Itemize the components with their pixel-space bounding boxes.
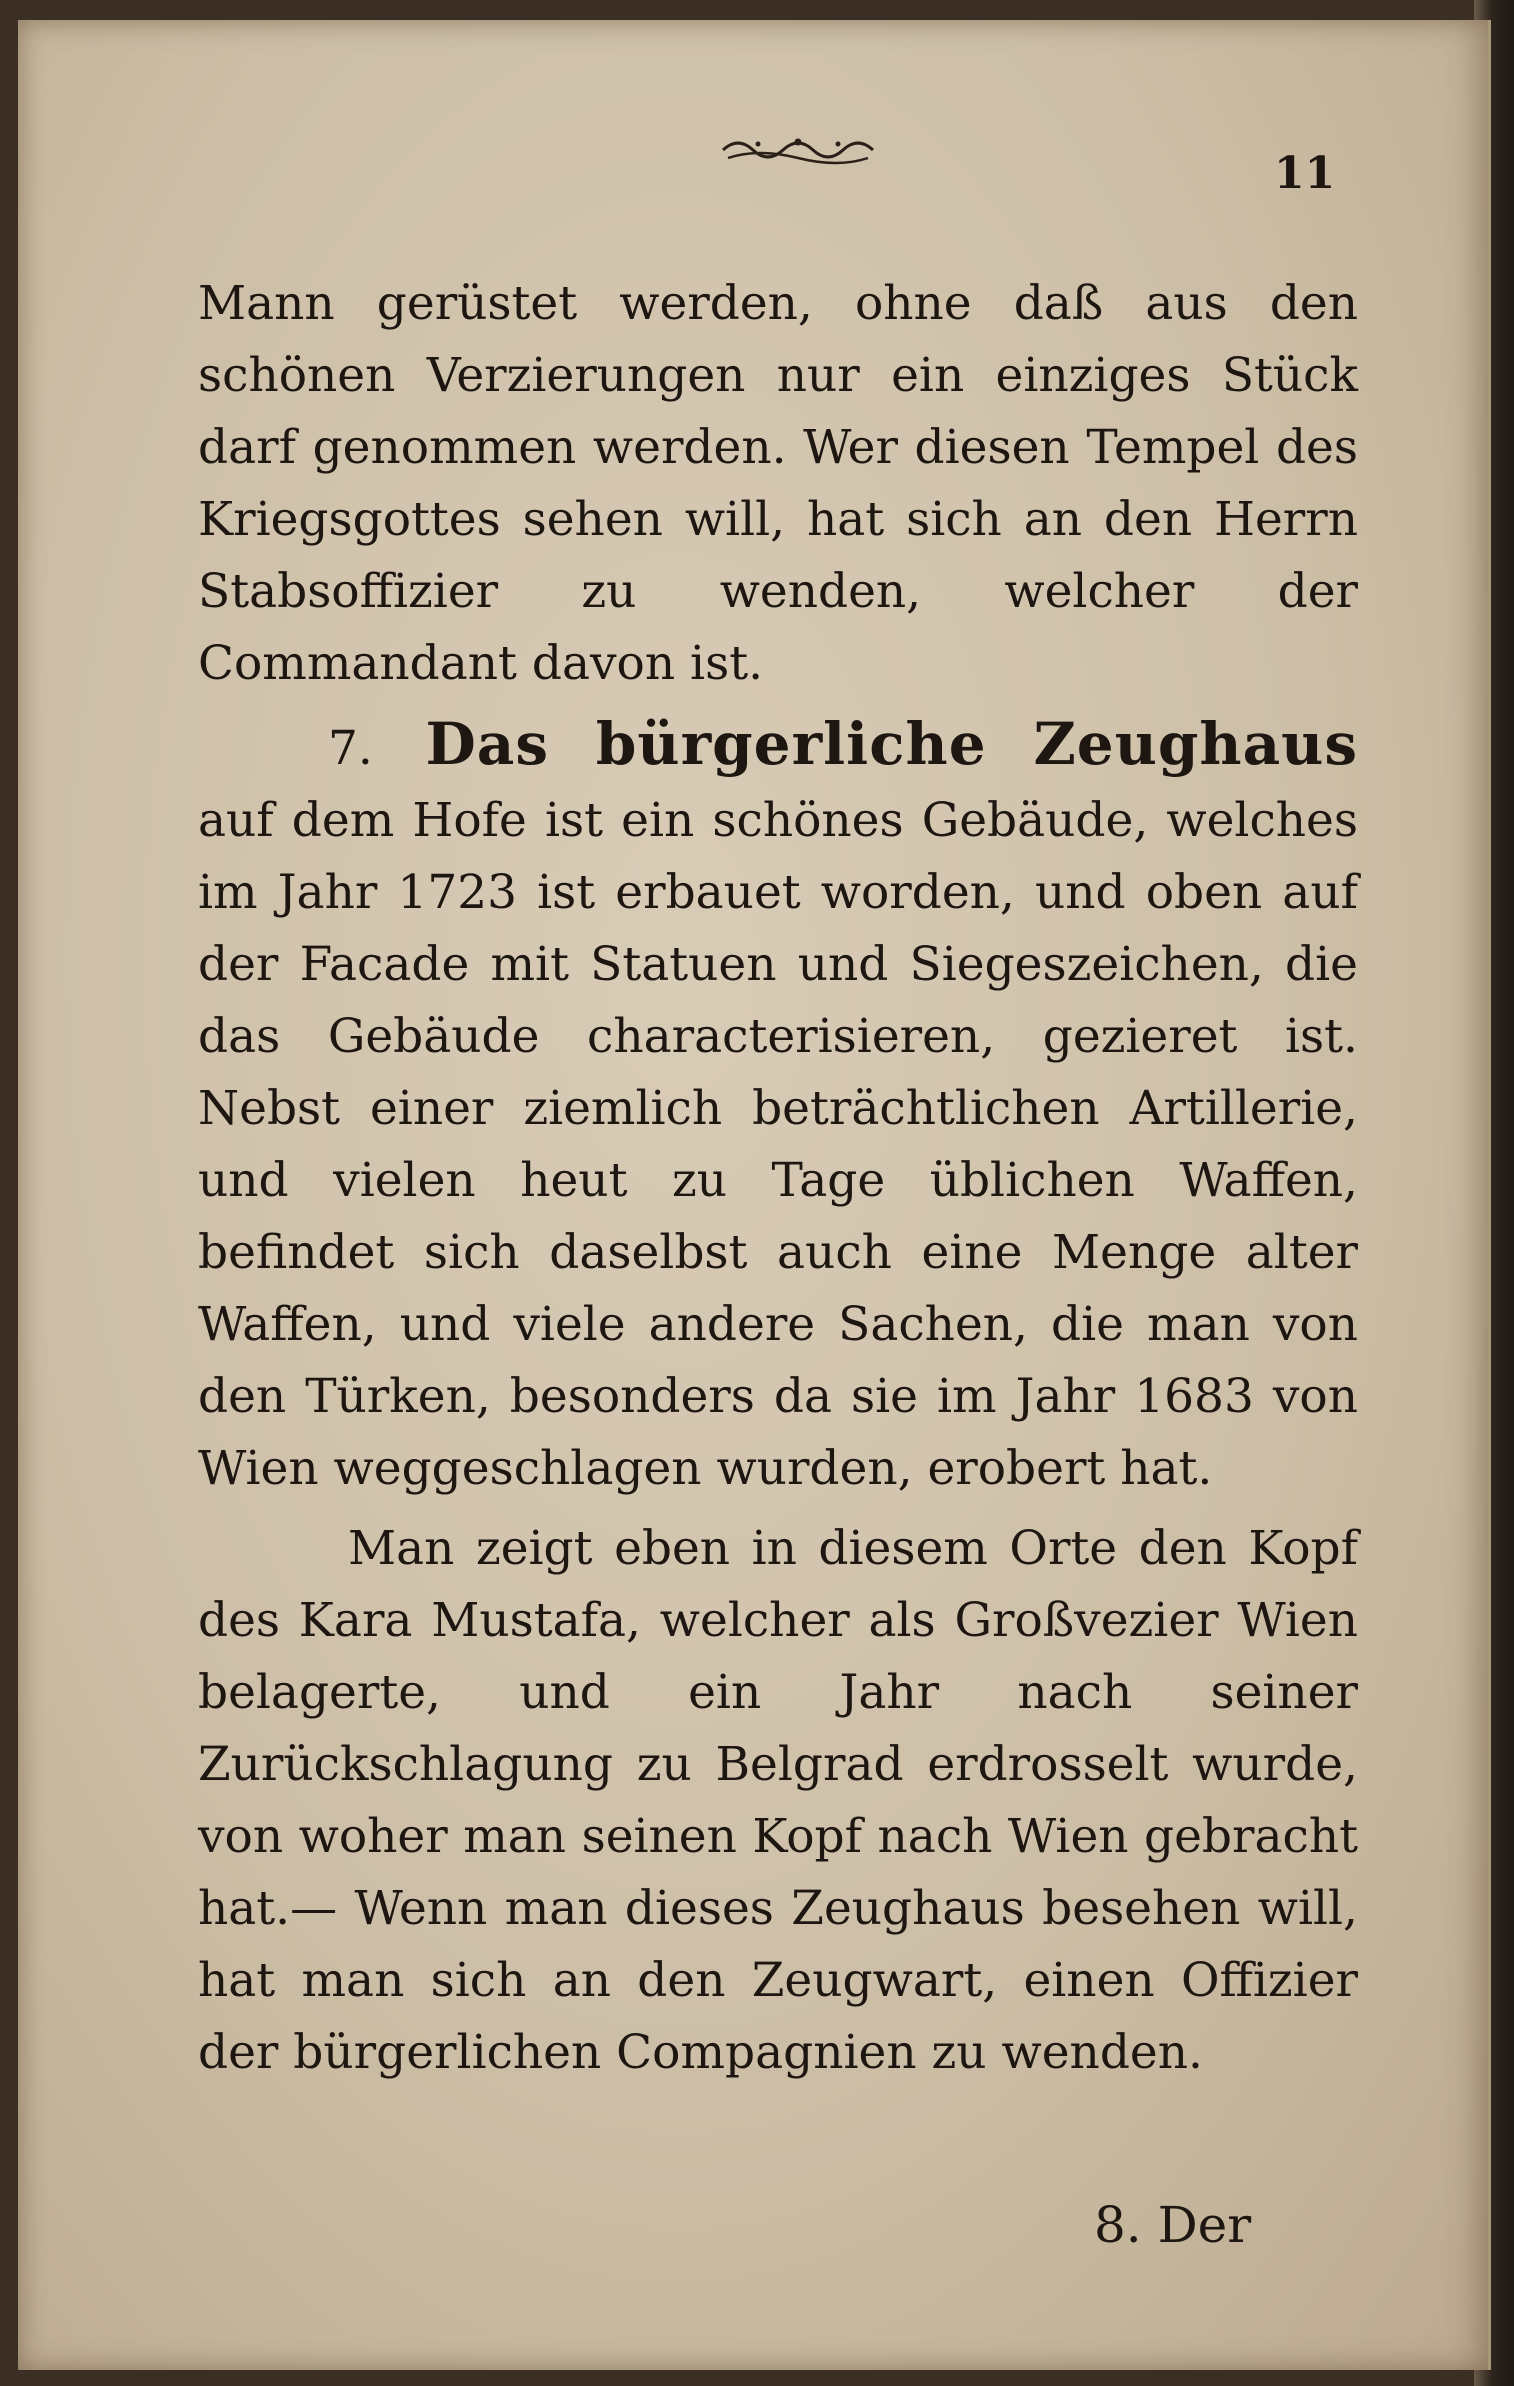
- paragraph-2: [198, 708, 1358, 1505]
- paragraph-2-text: auf dem Hofe ist ein schönes Gebäude, welches im Jahr 1723 ist erbauet worden, und oben auf der Facade mit Statuen und Siegeszeichen, die das Gebäude characterisieren, gezieret ist. Nebst einer ziemlich beträchtlichen Artillerie, und vielen heut zu Tage üblichen Waffen, befindet sich daselbst auch eine Menge alter Waffen, und viele andere Sachen, die man von den Türken, besonders da sie im Jahr 1683 von Wien weggeschlagen wurden, erobert hat.: [198, 793, 1358, 1496]
- section-title: Das bürgerliche Zeughaus: [425, 710, 1358, 778]
- page-number: 11: [1274, 148, 1336, 199]
- section-number: 7.: [328, 721, 373, 776]
- catchword: 8. Der: [1094, 2196, 1252, 2254]
- body-text: [198, 268, 1358, 2089]
- ornament-icon: [718, 128, 878, 168]
- paragraph-3: Man zeigt eben in diesem Orte den Kopf des Kara Mustafa, welcher als Großvezier Wien belagerte, und ein Jahr nach seiner Zurückschlagung zu Belgrad erdrosselt wurde, von woher man seinen Kopf nach Wien gebracht hat.— Wenn man dieses Zeughaus besehen will, hat man sich an den Zeugwart, einen Offizier der bürgerlichen Compagnien zu wenden.: [198, 1521, 1358, 2080]
- paragraph-1: Mann gerüstet werden, ohne daß aus den schönen Verzierungen nur ein einziges Stück darf genommen werden. Wer diesen Tempel des Kriegsgottes sehen will, hat sich an den Herrn Stabsoffizier zu wenden, welcher der Commandant davon ist.: [198, 276, 1358, 691]
- book-page: [18, 20, 1491, 2370]
